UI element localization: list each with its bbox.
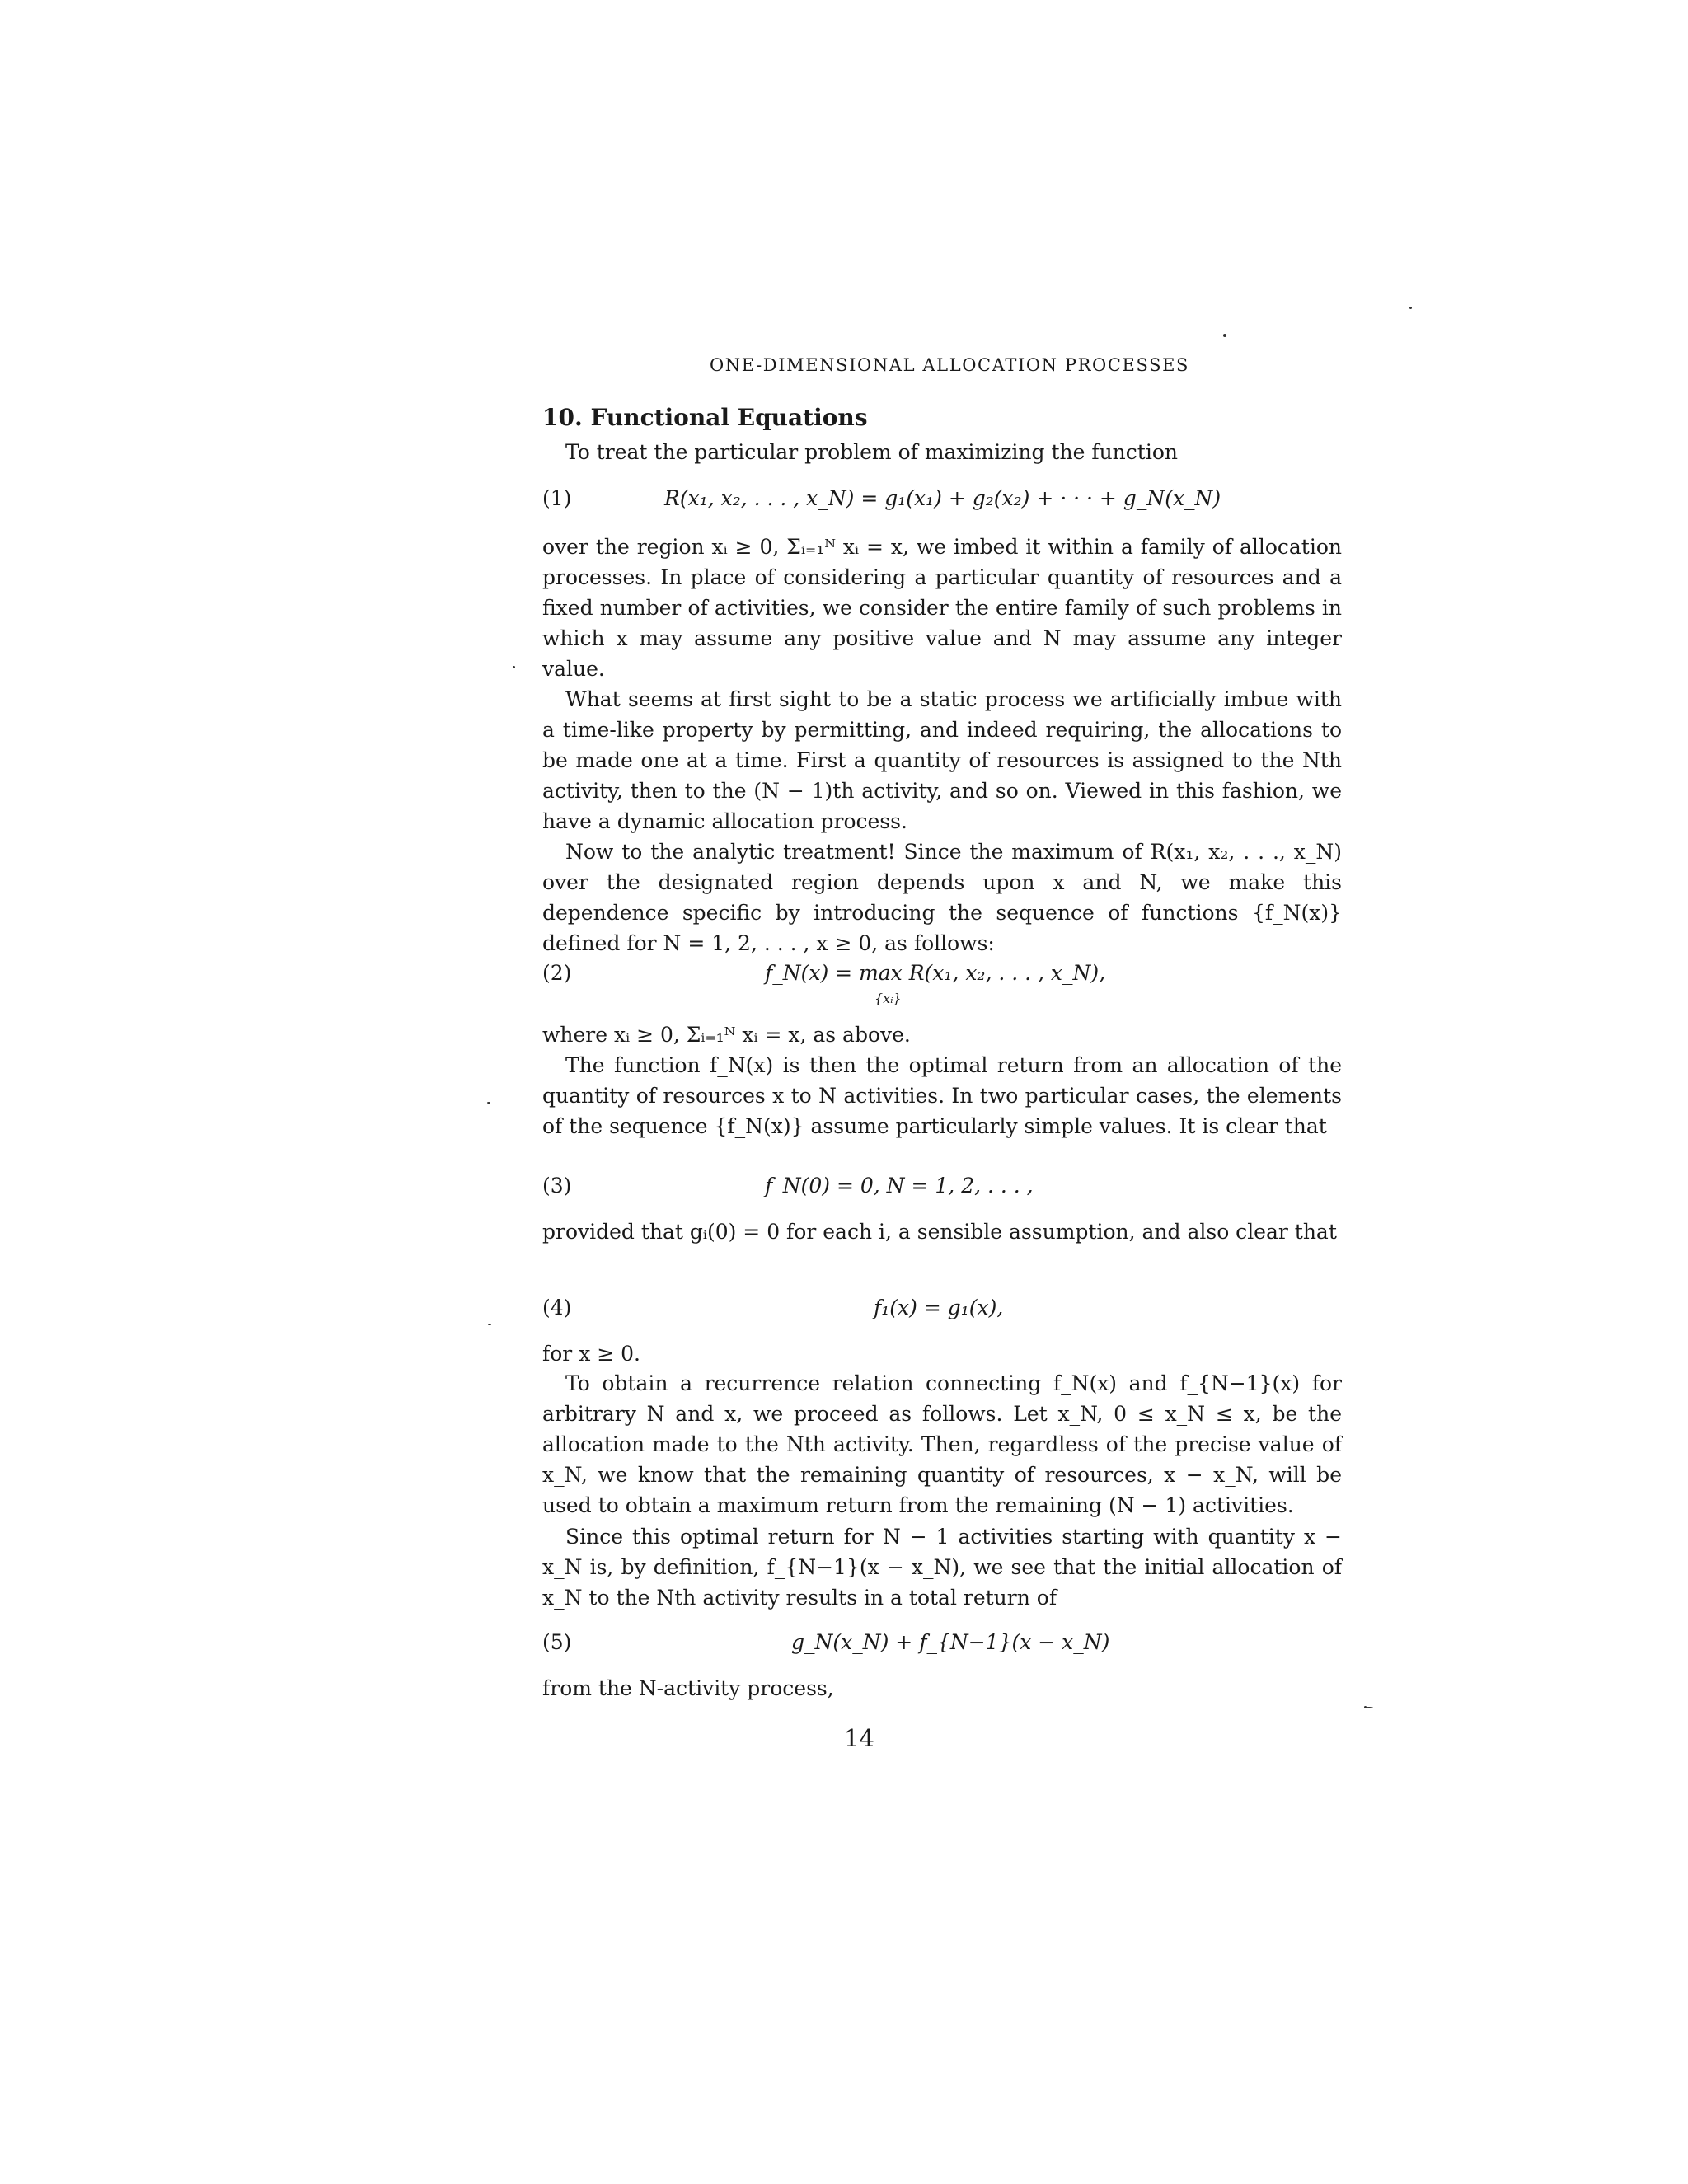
scan-speck bbox=[1223, 334, 1226, 337]
intro-paragraph bbox=[542, 437, 1342, 467]
running-head: ONE-DIMENSIONAL ALLOCATION PROCESSES bbox=[709, 355, 1189, 375]
paragraph-3-text: Now to the analytic treatment! Since the maximum of R(x₁, x₂, . . ., x_N) over the designated region depends upon x and N, we make this dependence specific by introducing the sequence of functions {f_N(x)} defined for N = 1, 2, . . . , x ≥ 0, as follows: bbox=[542, 840, 1342, 955]
paragraph-7-text: for x ≥ 0. bbox=[542, 1342, 640, 1366]
paragraph-4 bbox=[542, 1019, 1342, 1050]
scan-speck bbox=[513, 666, 515, 668]
page-number: 14 bbox=[844, 1724, 874, 1752]
paragraph-6-text: provided that gᵢ(0) = 0 for each i, a sensible assumption, and also clear that bbox=[542, 1220, 1337, 1244]
equation-4-body: f₁(x) = g₁(x), bbox=[874, 1296, 1004, 1319]
paragraph-7 bbox=[542, 1338, 1342, 1369]
equation-2-subscript: {xᵢ} bbox=[874, 991, 902, 1006]
equation-3-number: (3) bbox=[542, 1174, 572, 1197]
equation-2 bbox=[542, 961, 1342, 1010]
equation-2-body: f_N(x) = max R(x₁, x₂, . . . , x_N), bbox=[765, 961, 1106, 985]
paragraph-9 bbox=[542, 1521, 1342, 1613]
paragraph-1 bbox=[542, 532, 1342, 684]
scan-speck bbox=[488, 1324, 491, 1325]
equation-3-body: f_N(0) = 0, N = 1, 2, . . . , bbox=[765, 1174, 1034, 1197]
paragraph-3 bbox=[542, 837, 1342, 958]
paragraph-2 bbox=[542, 684, 1342, 837]
equation-4-number: (4) bbox=[542, 1296, 572, 1319]
equation-3 bbox=[542, 1174, 1342, 1207]
equation-4 bbox=[542, 1296, 1342, 1329]
scan-speck bbox=[1365, 1707, 1373, 1708]
paragraph-8 bbox=[542, 1368, 1342, 1521]
paragraph-8-text: To obtain a recurrence relation connecting f_N(x) and f_{N−1}(x) for arbitrary N and x, we proceed as follows. Let x_N, 0 ≤ x_N ≤ x, be the allocation made to the Nth activity. Then, regardless of the precise value of x_N, we know that the remaining quantity of resources, x − x_N, will be used to obtain a maximum return from the remaining (N − 1) activities. bbox=[542, 1371, 1342, 1517]
equation-1 bbox=[542, 486, 1342, 519]
equation-1-number: (1) bbox=[542, 486, 572, 510]
equation-5-number: (5) bbox=[542, 1630, 572, 1654]
intro-text: To treat the particular problem of maximizing the function bbox=[565, 440, 1178, 464]
paragraph-9-text: Since this optimal return for N − 1 activities starting with quantity x − x_N is, by definition, f_{N−1}(x − x_N), we see that the initial allocation of x_N to the Nth activity results in a total return of bbox=[542, 1525, 1342, 1610]
equation-2-number: (2) bbox=[542, 961, 572, 985]
paragraph-6 bbox=[542, 1216, 1342, 1247]
paragraph-1-text: over the region xᵢ ≥ 0, Σᵢ₌₁ᴺ xᵢ = x, we imbed it within a family of allocation processes. In place of considering a particular quantity of resources and a fixed number of activities, we consider the entire family of such problems in which x may assume any positive value and N may assume any integer value. bbox=[542, 535, 1342, 681]
equation-1-body: R(x₁, x₂, . . . , x_N) = g₁(x₁) + g₂(x₂) + · · · + g_N(x_N) bbox=[664, 486, 1221, 510]
section-title: 10. Functional Equations bbox=[542, 404, 868, 431]
equation-5 bbox=[542, 1630, 1342, 1663]
paragraph-5 bbox=[542, 1050, 1342, 1141]
paragraph-2-text: What seems at first sight to be a static process we artificially imbue with a time-like property by permitting, and indeed requiring, the allocations to be made one at a time. First a quantity of resources is assigned to the Nth activity, then to the (N − 1)th activity, and so on. Viewed in this fashion, we have a dynamic allocation process. bbox=[542, 687, 1342, 833]
paragraph-10 bbox=[542, 1673, 1342, 1704]
paragraph-10-text: from the N-activity process, bbox=[542, 1676, 834, 1700]
paragraph-4-text: where xᵢ ≥ 0, Σᵢ₌₁ᴺ xᵢ = x, as above. bbox=[542, 1023, 911, 1047]
paragraph-5-text: The function f_N(x) is then the optimal return from an allocation of the quantity of resources x to N activities. In two particular cases, the elements of the sequence {f_N(x)} assume particularly simple values. It is clear that bbox=[542, 1053, 1342, 1138]
scan-speck bbox=[487, 1102, 490, 1104]
scan-speck bbox=[1409, 307, 1412, 309]
equation-5-body: g_N(x_N) + f_{N−1}(x − x_N) bbox=[791, 1630, 1110, 1654]
